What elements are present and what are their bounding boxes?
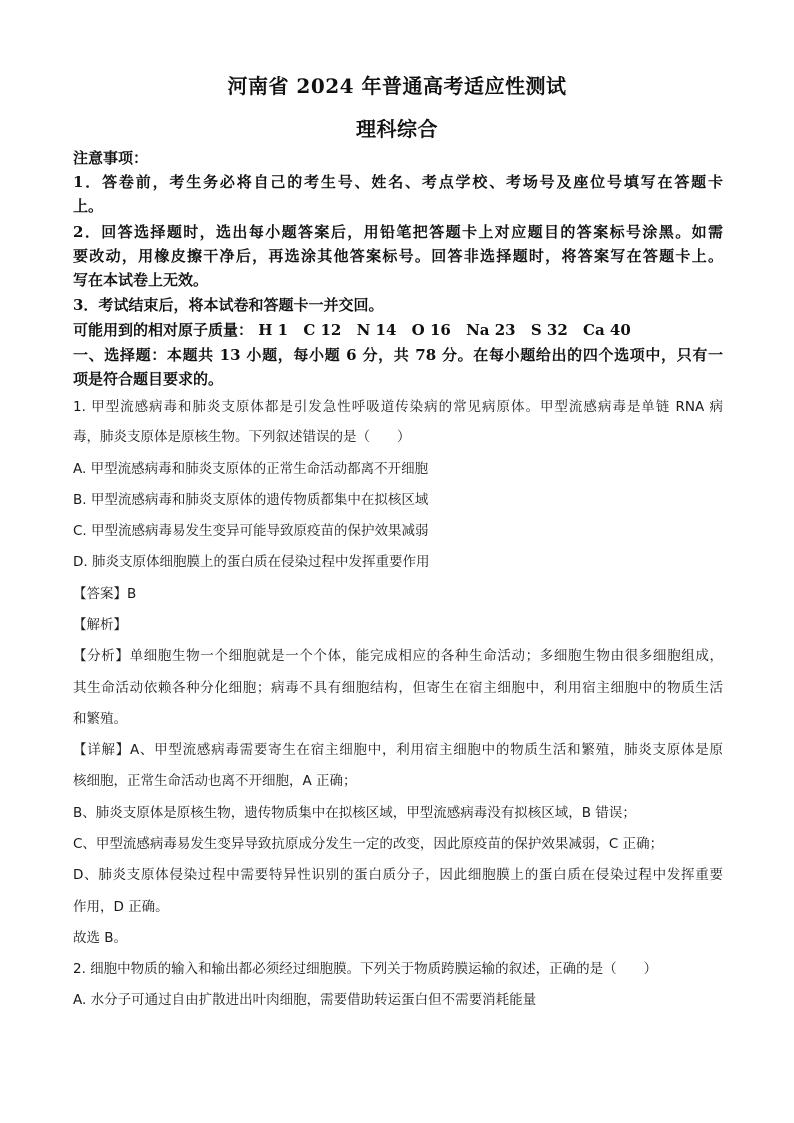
notice-item-3: 3．考试结束后，将本试卷和答题卡一并交回。 (73, 296, 384, 314)
q1-analysis-label: 【解析】 (73, 617, 127, 633)
notice-item-1-line-1: 1．答卷前，考生务必将自己的考生号、姓名、考点学校、考场号及座位号填写在答题卡 (73, 173, 723, 191)
q1-xiangjie-d-line-1: D、肺炎支原体侵染过程中需要特异性识别的蛋白质分子，因此细胞膜上的蛋白质在侵染过程中发挥重要 (73, 867, 723, 883)
notice-item-2-line-3: 写在本试卷上无效。 (73, 271, 209, 289)
atomic-mass-h: H 1 (258, 321, 289, 339)
section-1-heading-line-2: 项是符合题目要求的。 (73, 370, 224, 388)
q1-option-d: D. 肺炎支原体细胞膜上的蛋白质在侵染过程中发挥重要作用 (73, 554, 430, 570)
q1-conclusion: 故选 B。 (73, 930, 128, 946)
q1-xiangjie-d-line-2: 作用，D 正确。 (73, 899, 169, 915)
atomic-mass-ca: Ca 40 (583, 321, 631, 339)
atomic-mass-n: N 14 (356, 321, 397, 339)
notice-item-1-line-2: 上。 (73, 197, 104, 215)
q1-xiangjie-b: B、肺炎支原体是原核生物，遗传物质集中在拟核区域，甲型流感病毒没有拟核区域，B 错误； (73, 805, 636, 821)
q2-stem: 2. 细胞中物质的输入和输出都必须经过细胞膜。下列关于物质跨膜运输的叙述，正确的是（ ） (73, 961, 658, 977)
q1-stem-line-1: 1. 甲型流感病毒和肺炎支原体都是引发急性呼吸道传染病的常见病原体。甲型流感病毒是单链 RNA 病 (73, 399, 723, 415)
atomic-mass-c: C 12 (303, 321, 342, 339)
notice-heading: 注意事项： (73, 149, 149, 167)
atomic-mass-line (73, 320, 723, 340)
q1-fenxi-line-1: 【分析】单细胞生物一个细胞就是一个个体，能完成相应的各种生命活动；多细胞生物由很多细胞组成， (73, 648, 723, 664)
exam-title: 河南省 2024 年普通高考适应性测试 (227, 74, 567, 98)
q1-option-a: A. 甲型流感病毒和肺炎支原体的正常生命活动都离不开细胞 (73, 461, 429, 477)
q1-xiangjie-line-2: 核细胞，正常生命活动也离不开细胞，A 正确； (73, 773, 357, 789)
atomic-mass-na: Na 23 (466, 321, 516, 339)
q1-fenxi-line-2: 其生命活动依赖各种分化细胞；病毒不具有细胞结构，但寄生在宿主细胞中，利用宿主细胞中的物质生活 (73, 680, 723, 696)
section-1-heading-line-1: 一、选择题：本题共 13 小题，每小题 6 分，共 78 分。在每小题给出的四个选项中，只有一 (73, 346, 723, 364)
q1-stem-line-2: 毒，肺炎支原体是原核生物。下列叙述错误的是（ ） (73, 429, 411, 445)
exam-subtitle: 理科综合 (356, 117, 438, 141)
q1-fenxi-line-3: 和繁殖。 (73, 711, 127, 727)
q1-option-c: C. 甲型流感病毒易发生变异可能导致原疫苗的保护效果减弱 (73, 523, 429, 539)
q1-xiangjie-line-1: 【详解】A、甲型流感病毒需要寄生在宿主细胞中，利用宿主细胞中的物质生活和繁殖，肺炎支原体是原 (73, 742, 723, 758)
q2-option-a: A. 水分子可通过自由扩散进出叶肉细胞，需要借助转运蛋白但不需要消耗能量 (73, 992, 537, 1008)
q1-option-b: B. 甲型流感病毒和肺炎支原体的遗传物质都集中在拟核区域 (73, 492, 429, 508)
q1-answer: 【答案】B (73, 586, 137, 602)
notice-item-2-line-1: 2．回答选择题时，选出每小题答案后，用铅笔把答题卡上对应题目的答案标号涂黑。如需 (73, 223, 723, 241)
atomic-mass-o: O 16 (411, 321, 451, 339)
q1-xiangjie-c: C、甲型流感病毒易发生变异导致抗原成分发生一定的改变，因此原疫苗的保护效果减弱，C 正确； (73, 836, 664, 852)
atomic-mass-label: 可能用到的相对原子质量： (73, 321, 254, 339)
notice-item-2-line-2: 要改动，用橡皮擦干净后，再选涂其他答案标号。回答非选择题时，将答案写在答题卡上。 (73, 247, 723, 265)
atomic-mass-s: S 32 (530, 321, 568, 339)
